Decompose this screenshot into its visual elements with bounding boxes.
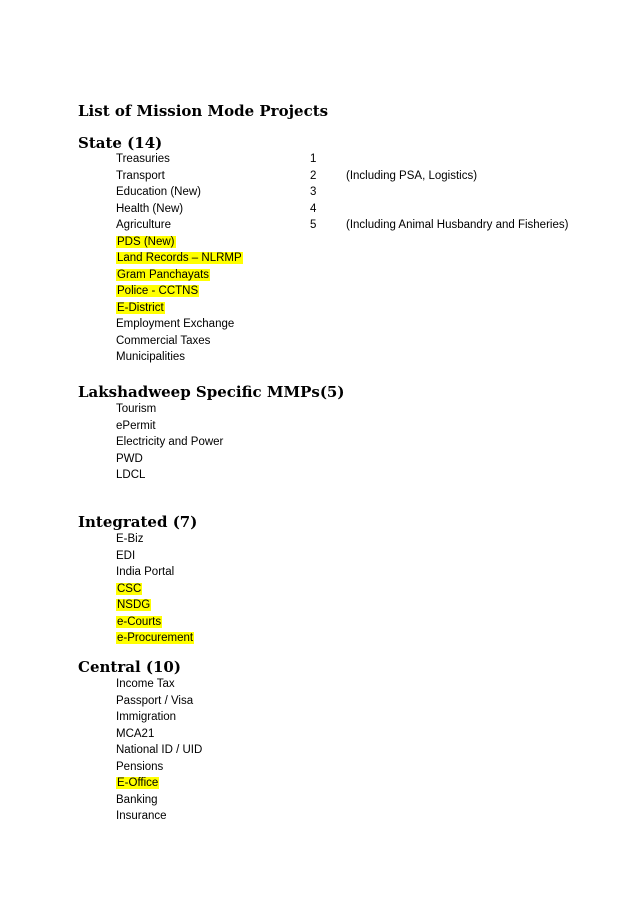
item-label: PWD	[116, 452, 143, 465]
list-item	[116, 630, 194, 647]
list-item	[116, 792, 202, 809]
list-item	[116, 250, 243, 267]
list-item	[116, 581, 194, 598]
central-project-list	[116, 676, 202, 825]
item-label: Pensions	[116, 760, 164, 773]
list-item	[116, 775, 202, 792]
highlighted-item-label: Gram Panchayats	[117, 268, 210, 281]
item-number: 2	[310, 169, 317, 182]
list-item	[116, 401, 223, 418]
item-label: Tourism	[116, 403, 157, 415]
section-heading-state: State (14)	[78, 134, 163, 152]
item-label: LDCL	[116, 469, 146, 481]
item-label: Income Tax	[116, 678, 175, 690]
list-item	[116, 726, 202, 743]
item-label: Health (New)	[116, 202, 184, 215]
section-heading-integrated: Integrated (7)	[78, 513, 198, 531]
highlighted-item-label: CSC	[117, 582, 142, 595]
item-label: Employment Exchange	[116, 318, 235, 330]
list-item	[116, 184, 317, 201]
list-item	[116, 217, 569, 234]
item-label: ePermit	[116, 419, 156, 432]
section-heading-central: Central (10)	[78, 658, 181, 676]
highlighted-item-label: e-Courts	[117, 615, 162, 628]
list-item	[116, 564, 194, 581]
list-item	[116, 267, 243, 284]
item-number: 1	[310, 153, 317, 165]
list-item	[116, 283, 243, 300]
item-label: Treasuries	[116, 153, 170, 165]
list-item	[116, 234, 243, 251]
item-label: National ID / UID	[116, 744, 203, 756]
list-item	[116, 676, 202, 693]
item-label: Municipalities	[116, 351, 186, 363]
page-title: List of Mission Mode Projects	[78, 102, 329, 120]
item-label: Transport	[116, 169, 165, 182]
highlighted-item-label: Land Records – NLRMP	[117, 252, 242, 264]
list-item	[116, 693, 202, 710]
lakshadweep-project-list	[116, 401, 223, 484]
list-item	[116, 467, 223, 484]
item-label: Insurance	[116, 810, 167, 822]
item-label: Immigration	[116, 711, 177, 723]
highlighted-item-label: e-Procurement	[117, 632, 194, 644]
list-item	[116, 418, 223, 435]
highlighted-item-label: E-District	[117, 301, 164, 314]
item-number: 5	[310, 219, 317, 231]
item-number: 4	[310, 202, 317, 215]
item-label: Agriculture	[116, 219, 171, 231]
item-note: (Including PSA, Logistics)	[346, 169, 478, 182]
list-item	[116, 201, 317, 218]
item-label: Passport / Visa	[116, 694, 194, 707]
section-heading-lakshadweep: Lakshadweep Specific MMPs(5)	[78, 383, 345, 401]
list-item	[116, 614, 194, 631]
highlighted-item-label: E-Office	[117, 777, 159, 789]
item-note: (Including Animal Husbandry and Fisheries)	[346, 219, 569, 231]
item-label: Electricity and Power	[116, 436, 224, 448]
list-item	[116, 742, 202, 759]
list-item	[116, 709, 202, 726]
item-label: Banking	[116, 793, 158, 806]
list-item	[116, 597, 194, 614]
list-item	[116, 808, 202, 825]
highlighted-item-label: PDS (New)	[117, 235, 175, 248]
item-label: EDI	[116, 549, 136, 562]
item-label: E-Biz	[116, 533, 144, 545]
item-label: Commercial Taxes	[116, 334, 211, 347]
item-label: India Portal	[116, 566, 175, 578]
list-item	[116, 548, 194, 565]
list-item	[116, 531, 194, 548]
list-item	[116, 151, 317, 168]
list-item	[116, 168, 478, 185]
state-project-list	[116, 151, 569, 366]
item-label: Education (New)	[116, 186, 202, 198]
list-item	[116, 316, 243, 333]
list-item	[116, 451, 223, 468]
integrated-project-list	[116, 531, 194, 647]
item-label: MCA21	[116, 727, 155, 740]
item-number: 3	[310, 186, 317, 198]
list-item	[116, 349, 243, 366]
highlighted-item-label: Police - CCTNS	[117, 285, 199, 297]
list-item	[116, 759, 202, 776]
list-item	[116, 434, 223, 451]
highlighted-item-label: NSDG	[117, 599, 151, 611]
list-item	[116, 333, 243, 350]
list-item	[116, 300, 243, 317]
